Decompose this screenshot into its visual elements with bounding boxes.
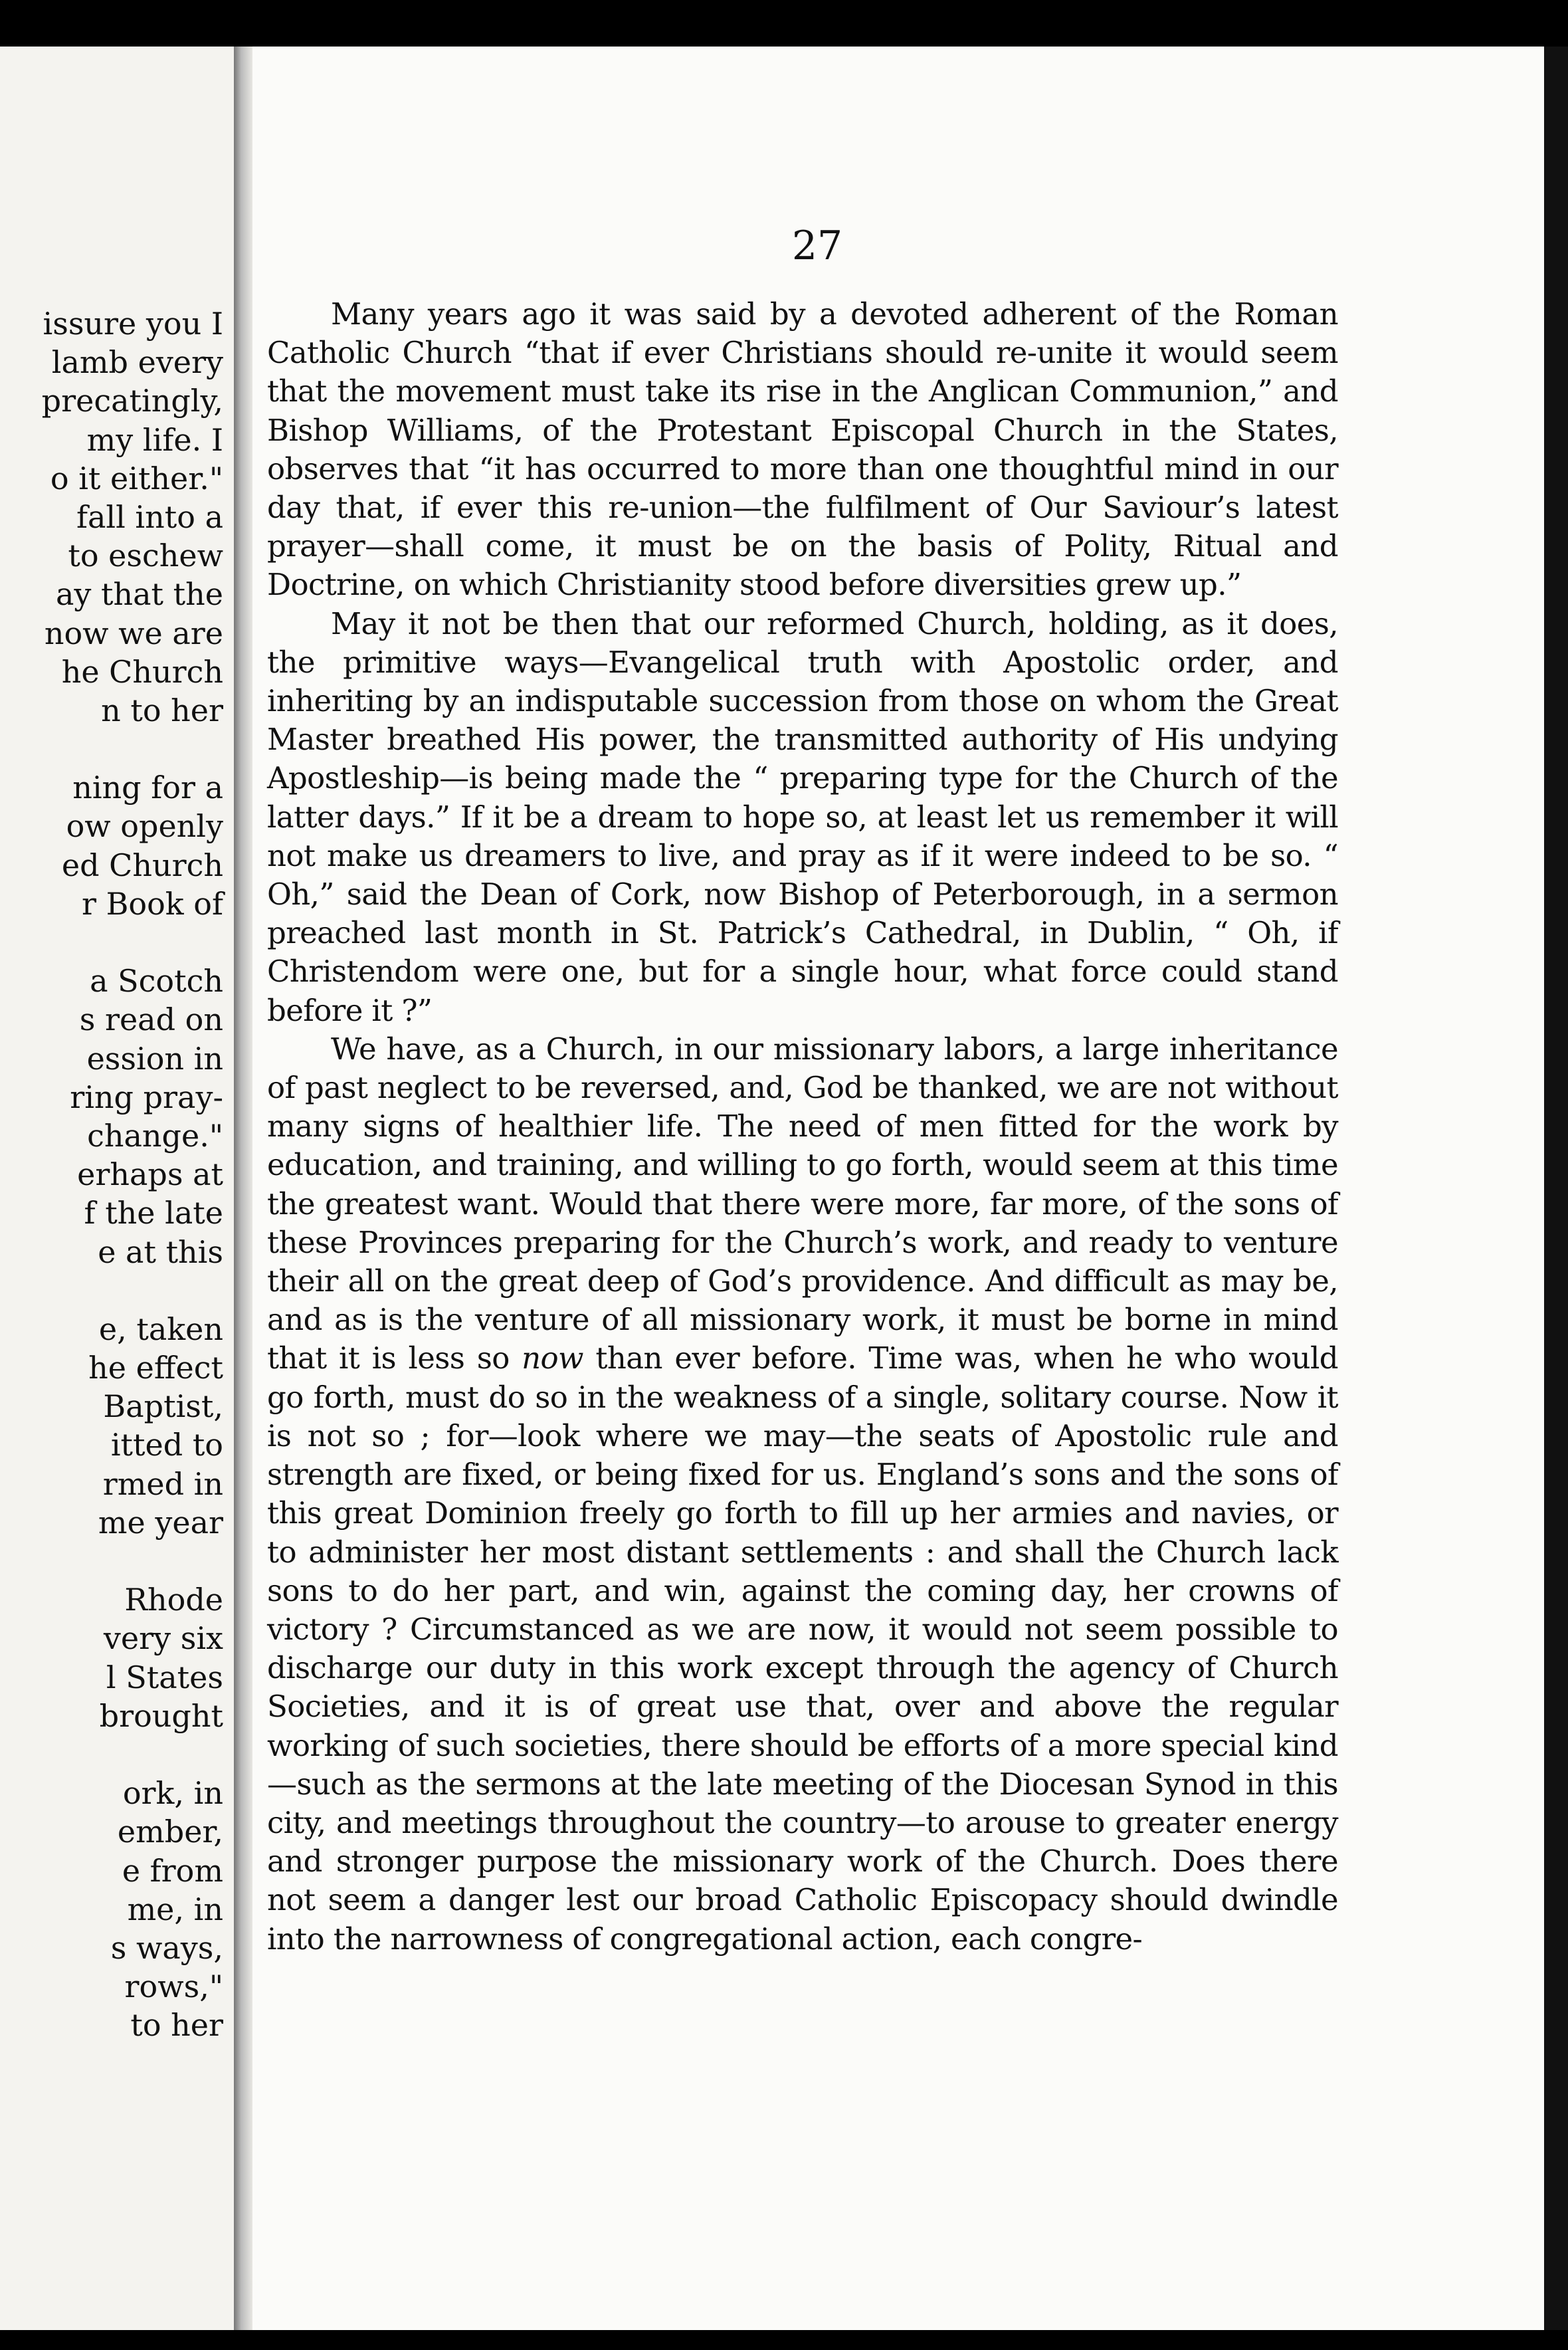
left-line: o it either." — [50, 460, 223, 496]
left-line: f the late — [84, 1195, 223, 1231]
left-line: ring pray- — [70, 1079, 223, 1115]
page-number: 27 — [791, 223, 843, 269]
left-line — [0, 1735, 223, 1774]
left-line: me year — [98, 1504, 223, 1541]
left-line: r Book of — [81, 885, 223, 922]
left-line: he effect — [88, 1350, 223, 1386]
left-line: erhaps at — [77, 1156, 223, 1193]
paragraph: May it not be then that our reformed Church, holding, as it does, the primitive ways—Evangelical truth with Apostolic order, and inheriting by an indisputable succession from those on whom the Great Master breathed His power, the transmitted authority of His undying Apostleship—is being made the “ preparing type for the Church of the latter days.” If it be a dream to hope so, at least let us remember it will not make us dreamers to live, and pray as if it were indeed to be so. “ Oh,” said the Dean of Cork, now Bishop of Peterborough, in a sermon preached last month in St. Patrick’s Cathedral, in Dublin, “ Oh, if Christendom were one, but for a single hour, what force could stand before it ?” — [267, 605, 1338, 1028]
left-line: my life. I — [86, 421, 223, 458]
left-line — [0, 1542, 223, 1580]
left-page-text — [0, 304, 223, 2044]
left-line: ay that the — [55, 576, 223, 613]
paragraph — [267, 1030, 1338, 1959]
left-line — [0, 923, 223, 962]
main-page — [252, 47, 1568, 2333]
paragraph: Many years ago it was said by a devoted adherent of the Roman Catholic Church “that if ever Christians should re-unite it would seem that the movement must take its rise in the Anglican Communion,” and Bishop Williams, of the Protestant Episcopal Church in the States, observes that “it has occurred to more than one thoughtful mind in our day that, if ever this re-union—the fulfilment of Our Saviour’s latest prayer—shall come, it must be on the basis of Polity, Ritual and Doctrine, on which Christianity stood before diversities grew up.” — [267, 296, 1338, 603]
left-line: change." — [87, 1117, 223, 1154]
left-line: s read on — [79, 1002, 223, 1038]
left-line: issure you I — [43, 306, 223, 342]
left-line: ed Church — [61, 847, 223, 883]
italic-word: now — [522, 1340, 583, 1376]
left-line: Rhode — [124, 1582, 223, 1618]
paragraph-text: than ever before. Time was, when he who would go forth, must do so in the weakness of a single, solitary course. Now it is not so ; for—look where we may—the seats of Apostolic rule and strength are fixed, or being fixed for us. England’s sons and the sons of this great Dominion freely go forth to fill up her armies and navies, or to administer her most distant settlements : and shall the Church lack sons to do her part, and win, against the coming day, her crowns of victory ? Circumstanced as we are now, it would not seem possible to discharge our duty in this work except through the agency of Church Societies, and it is of great use that, over and above the regular working of such societies, there should be efforts of a more special kind—such as the sermons at the late meeting of the Diocesan Synod in this city, and meetings throughout the country—to arouse to greater energy and stronger purpose the missionary work of the Church. Does there not seem a danger lest our broad Catholic Episcopacy should dwindle into the narrowness of congregational action, each congre- — [267, 1340, 1338, 1957]
left-line: ession in — [86, 1040, 223, 1077]
book-gutter — [234, 47, 252, 2333]
left-line: ow openly — [66, 808, 223, 845]
left-line: s ways, — [110, 1929, 223, 1966]
left-line: now we are — [44, 615, 223, 651]
left-line: very six — [103, 1620, 223, 1657]
left-line: ork, in — [122, 1775, 223, 1812]
left-line: ember, — [117, 1814, 223, 1850]
left-line — [0, 1271, 223, 1310]
left-facing-page — [0, 47, 234, 2333]
left-line: Baptist, — [103, 1388, 223, 1425]
left-line: e, taken — [98, 1311, 223, 1347]
left-line: ning for a — [72, 770, 223, 806]
left-line: to eschew — [68, 538, 223, 574]
left-line: me, in — [127, 1891, 223, 1927]
bottom-book-edge — [0, 2330, 1568, 2350]
left-line: lamb every — [51, 344, 223, 381]
left-line: a Scotch — [90, 963, 223, 1000]
left-line: he Church — [61, 653, 223, 690]
left-line: l States — [106, 1659, 223, 1695]
paragraph-text: We have, as a Church, in our missionary labors, a large inheritance of past neglect to be reversed, and, God be thanked, we are not without many signs of healthier life. The need of men fitted for the work by education, and training, and willing to go forth, would seem at this time the greatest want. Would that there were more, far more, of the sons of these Provinces preparing for the Church’s work, and ready to venture their all on the great deep of God’s providence. And difficult as may be, and as is the venture of all missionary work, it must be borne in mind that it is less so — [267, 1031, 1338, 1376]
body-text — [267, 295, 1338, 1959]
left-line: fall into a — [76, 498, 223, 535]
left-line: e at this — [98, 1233, 223, 1270]
left-line: to her — [130, 2007, 223, 2044]
left-line: precatingly, — [41, 383, 223, 419]
left-line: n to her — [101, 692, 223, 728]
left-line: brought — [99, 1697, 223, 1734]
left-line: e from — [122, 1852, 223, 1889]
left-line: itted to — [110, 1427, 223, 1463]
left-line: rows," — [124, 1969, 223, 2005]
right-book-edge — [1544, 47, 1568, 2333]
left-line — [0, 730, 223, 768]
left-line: rmed in — [102, 1465, 223, 1502]
